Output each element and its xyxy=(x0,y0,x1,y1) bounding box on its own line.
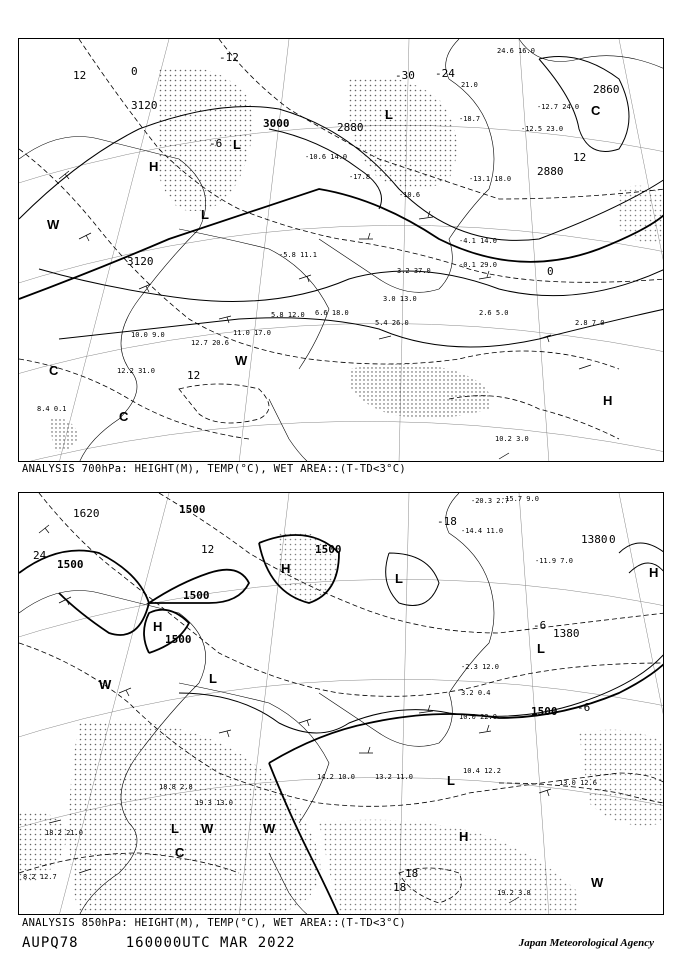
height-label: 1380 xyxy=(581,533,608,546)
station-ob: 2.8 7.0 xyxy=(575,319,605,327)
temp-label: -12 xyxy=(219,51,239,64)
map-700hpa-svg xyxy=(19,39,664,462)
high-center-marker: H xyxy=(459,829,469,844)
station-ob: 3.2 0.4 xyxy=(461,689,491,697)
low-center-marker: L xyxy=(537,641,545,656)
cold-center-marker: C xyxy=(119,409,129,424)
station-ob: 24.6 16.0 xyxy=(497,47,535,55)
low-center-marker: L xyxy=(447,773,455,788)
temp-label: 18 xyxy=(405,867,419,880)
station-ob: 8.4 0.1 xyxy=(37,405,67,413)
low-center-marker: L xyxy=(385,107,393,122)
warm-center-marker: W xyxy=(263,821,276,836)
temperature-contours xyxy=(19,39,664,439)
height-label: 3120 xyxy=(127,255,154,268)
temp-label: -6 xyxy=(577,701,591,714)
station-ob: 12.2 31.0 xyxy=(117,367,155,375)
station-ob: 18.2 21.0 xyxy=(45,829,83,837)
height-label: 1620 xyxy=(73,507,100,520)
station-ob: 10.2 3.0 xyxy=(495,435,529,443)
station-ob: -15.7 9.0 xyxy=(501,495,539,503)
station-ob: -11.9 7.0 xyxy=(535,557,573,565)
station-ob: -4.1 14.0 xyxy=(459,237,497,245)
station-ob: 10.0 22.0 xyxy=(459,713,497,721)
valid-time: 160000UTC MAR 2022 xyxy=(125,935,296,951)
temp-label: 12 xyxy=(73,69,87,82)
high-center-marker: H xyxy=(649,565,659,580)
cold-center-marker: C xyxy=(49,363,59,378)
warm-center-marker: W xyxy=(235,353,248,368)
map-panel-850hpa xyxy=(18,492,664,915)
warm-center-marker: W xyxy=(99,677,112,692)
height-label: 2860 xyxy=(593,83,620,96)
station-ob: 19.3 13.0 xyxy=(195,799,233,807)
temp-label: 24 xyxy=(33,549,47,562)
station-ob: -0.1 29.0 xyxy=(459,261,497,269)
station-ob: -10.6 14.0 xyxy=(305,153,348,161)
height-label: 1380 xyxy=(553,627,580,640)
high-center-marker: H xyxy=(153,619,163,634)
station-ob: -5.8 11.1 xyxy=(279,251,317,259)
station-ob: -14.4 11.0 xyxy=(461,527,504,535)
station-ob: -12.5 23.0 xyxy=(521,125,564,133)
station-ob: 10.4 12.2 xyxy=(463,767,501,775)
temp-label: -24 xyxy=(435,67,455,80)
low-center-marker: L xyxy=(395,571,403,586)
panel-700-caption: ANALYSIS 700hPa: HEIGHT(M), TEMP(°C), WET AREA::(T-TD<3°C) xyxy=(22,463,407,475)
temp-label: 12 xyxy=(573,151,587,164)
station-ob: -12.7 24.0 xyxy=(537,103,580,111)
station-ob: 14.2 10.0 xyxy=(317,773,355,781)
temp-label: 12 xyxy=(187,369,201,382)
station-ob: 3.2 37.0 xyxy=(397,267,431,275)
station-ob: 12.7 20.6 xyxy=(191,339,229,347)
station-ob: -10.6 xyxy=(399,191,421,199)
station-ob: 5.4 26.0 xyxy=(375,319,409,327)
height-label: 2880 xyxy=(537,165,564,178)
map-850hpa-svg xyxy=(19,493,664,915)
station-ob: -17.8 xyxy=(349,173,371,181)
high-center-marker: H xyxy=(603,393,613,408)
temp-label: 0 xyxy=(609,533,616,546)
temp-label: -30 xyxy=(395,69,415,82)
warm-center-marker: W xyxy=(47,217,60,232)
agency-name: Japan Meteorological Agency xyxy=(518,937,654,949)
station-ob: 5.8 12.0 xyxy=(271,311,305,319)
temp-label: 12 xyxy=(201,543,215,556)
station-ob: 19.2 3.8 xyxy=(497,889,531,897)
height-label: 1500 xyxy=(531,705,558,718)
height-contours xyxy=(19,57,664,348)
height-label: 3120 xyxy=(131,99,158,112)
map-panel-700hpa xyxy=(18,38,664,462)
warm-center-marker: W xyxy=(201,821,214,836)
station-ob: 13.2 11.0 xyxy=(375,773,413,781)
cold-center-marker: C xyxy=(591,103,601,118)
height-label: 2880 xyxy=(337,121,364,134)
station-ob: -13.1 18.0 xyxy=(469,175,512,183)
station-ob: 11.0 17.0 xyxy=(233,329,271,337)
temp-label: -6 xyxy=(209,137,223,150)
cold-center-marker: C xyxy=(175,845,185,860)
station-ob: 8.2 12.7 xyxy=(23,873,57,881)
low-center-marker: L xyxy=(201,207,209,222)
height-label: 1500 xyxy=(179,503,206,516)
wet-areas xyxy=(19,531,664,915)
height-labels xyxy=(57,503,608,718)
station-ob: -20.3 2.7 xyxy=(471,497,509,505)
temp-label: -18 xyxy=(437,515,457,528)
height-label: 1500 xyxy=(165,633,192,646)
station-ob: 18.8 2.8 xyxy=(159,783,193,791)
temp-label: 18 xyxy=(393,881,407,894)
station-ob: 2.6 5.0 xyxy=(479,309,509,317)
height-label: 3000 xyxy=(263,117,290,130)
station-obs xyxy=(37,47,605,443)
station-ob: 13.0 12.6 xyxy=(559,779,597,787)
high-center-marker: H xyxy=(281,561,291,576)
low-center-marker: L xyxy=(233,137,241,152)
height-label: 1500 xyxy=(183,589,210,602)
panel-850-caption: ANALYSIS 850hPa: HEIGHT(M), TEMP(°C), WET AREA::(T-TD<3°C) xyxy=(22,917,407,929)
chart-id: AUPQ78 xyxy=(22,935,79,951)
station-ob: 10.0 9.0 xyxy=(131,331,165,339)
low-center-marker: L xyxy=(209,671,217,686)
high-center-marker: H xyxy=(149,159,159,174)
temp-label: -6 xyxy=(533,619,547,632)
station-ob: 21.0 xyxy=(461,81,478,89)
station-ob: 6.6 18.0 xyxy=(315,309,349,317)
temp-label: 0 xyxy=(131,65,138,78)
height-label: 1500 xyxy=(315,543,342,556)
height-label: 1500 xyxy=(57,558,84,571)
warm-center-marker: W xyxy=(591,875,604,890)
station-ob: -18.7 xyxy=(459,115,481,123)
chart-identifier xyxy=(22,935,295,951)
low-center-marker: L xyxy=(171,821,179,836)
station-ob: -2.3 12.0 xyxy=(461,663,499,671)
temp-label: 0 xyxy=(547,265,554,278)
station-ob: 3.0 13.0 xyxy=(383,295,417,303)
